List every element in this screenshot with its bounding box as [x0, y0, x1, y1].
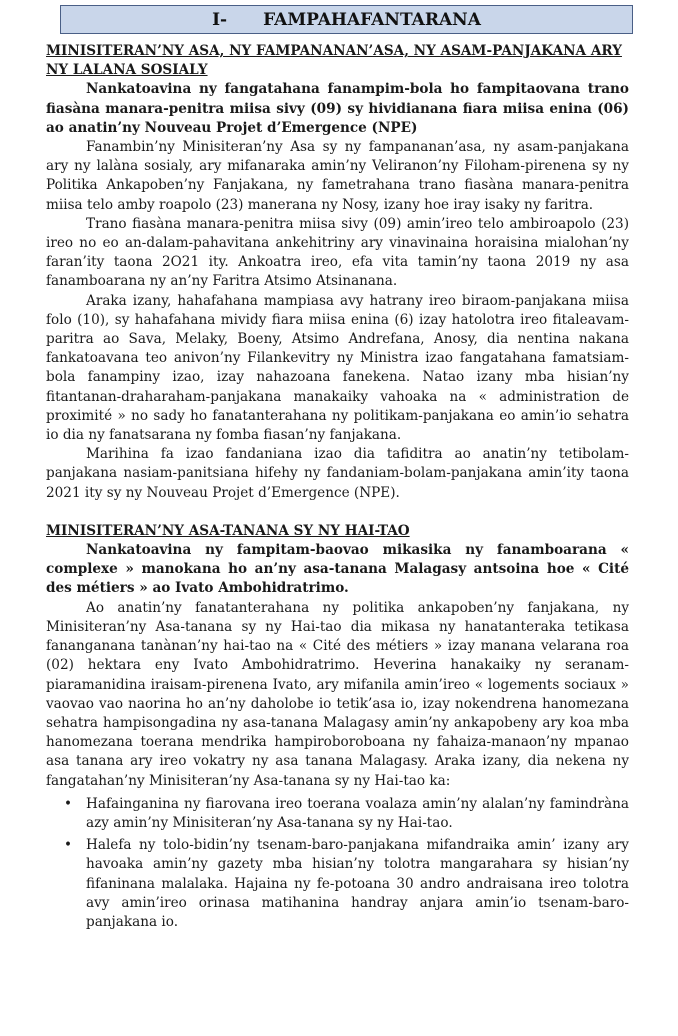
decision-subtitle-labor: Nankatoavina ny fangatahana fanampim-bola ho fampitaovana trano fiasàna manara-penitra miisa sivy (09) sy hividianana fiara miisa enina (06) ao anatin’ny Nouveau Projet d’Emergence (NPE)	[46, 81, 629, 136]
decision-list	[46, 795, 629, 932]
paragraph: Araka izany, hahafahana mampiasa avy hatrany ireo biraom-panjakana miisa folo (10), sy hahafahana mividy fiara miisa enina (6) izay hatolotra ireo fitaleavam-paritra ao Sava, Melaky, Boeny, Atsimo Andrefana, Anosy, dia nentina nakana fankatoavana teo anivon’ny Filankevitry ny Ministra izao fangatahana famatsiam-bola fanampiny izao, izay nahazoana fanekena. Natao izany mba hisian’ny fitantanan-draharaham-panjakana manakaiky vahoaka na « administration de proximité » no sady ho fanatanterahana ny politikam-panjakana eo amin’io sehatra io dia ny fanatsarana ny fomba fiasan’ny fanjakana.	[46, 292, 629, 444]
section-header-title: FAMPAHAFANTARANA	[263, 9, 481, 30]
section-spacer	[46, 503, 629, 522]
decision-subtitle-crafts: Nankatoavina ny fampitam-baovao mikasika ny fanamboarana « complexe » manokana ho an’ny asa-tanana Malagasy antsoina hoe « Cité des métiers » ao Ivato Ambohidratrimo.	[46, 542, 629, 597]
paragraph: Trano fiasàna manara-penitra miisa sivy (09) amin’ireo telo ambiroapolo (23) ireo no eo an-dalam-pahavitana ankehitriny ary vinavinaina horaisina mialohan’ny faran’ity taona 2O21 ity. Ankoatra ireo, efa vita tamin’ny taona 2019 ny asa fanamboarana ny an’ny Faritra Atsimo Atsinanana.	[46, 215, 629, 290]
list-item-text: Halefa ny tolo-bidin’ny tsenam-baro-panjakana mifandraika amin’ izany ary havoaka amin’ny gazety mba hisian’ny tolotra mangarahara sy hisian’ny fifaninana malalaka. Hajaina ny fe-potoana 30 andro andraisana ireo tolotra avy amin’ireo orinasa matihanina handray anjara amin’io tsenam-baro-panjakana io.	[86, 837, 629, 930]
list-item	[64, 795, 629, 833]
ministry-title-labor: MINISITERAN’NY ASA, NY FAMPANANAN’ASA, NY ASAM-PANJAKANA ARY NY LALANA SOSIALY	[46, 43, 622, 79]
document-body	[46, 42, 629, 935]
section-number: I-	[212, 9, 228, 30]
section-header	[60, 5, 633, 34]
bullet-icon: •	[64, 837, 73, 854]
list-item-text: Hafainganina ny fiarovana ireo toerana voalaza amin’ny alalan’ny famindràna azy amin’ny Minisiteran’ny Asa-tanana sy ny Hai-tao.	[86, 795, 629, 831]
ministry-title-crafts: MINISITERAN’NY ASA-TANANA SY NY HAI-TAO	[46, 522, 410, 539]
bullet-icon: •	[64, 795, 73, 812]
paragraph: Fanambin’ny Minisiteran’ny Asa sy ny fampananan’asa, ny asam-panjakana ary ny lalàna sosialy, ary mifanaraka amin’ny Veliranon’ny Filoham-pirenena sy ny Politika Ankapoben’ny Fanjakana, ny fametrahana trano fiasàna manara-penitra miisa telo amby roapolo (23) manerana ny Nosy, izany hoe iray isaky ny faritra.	[46, 139, 629, 213]
list-item	[64, 836, 629, 932]
paragraph: Marihina fa izao fandaniana izao dia tafiditra ao anatin’ny tetibolam-panjakana nasiam-panitsiana hifehy ny fandaniam-bolam-panjakana amin’ity taona 2021 ity sy ny Nouveau Projet d’Emergence (NPE).	[46, 446, 629, 501]
paragraph: Ao anatin’ny fanatanterahana ny politika ankapoben’ny fanjakana, ny Minisiteran’ny Asa-tanana sy ny Hai-tao dia mikasa ny hanatanteraka tetikasa fananganana tanànan’ny hai-tao na « Cité des métiers » izay manana velarana roa (02) hektara eny Ivato Ambohidratrimo. Heverina hanakaiky ny seranam-piaramanidina iraisam-pirenena Ivato, ary mifanila amin’ireo « logements sociaux » vaovao vao naorina ho an’ny daholobe io tetik’asa io, izay nokendrena hanomezana sehatra hampisongadina ny asa-tanana Malagasy amin’ny ankapobeny ary koa mba hanomezana toerana mendrika hampiroboroboana ny fahaiza-manaon’ny mpanao asa tanana ary ireo vokatry ny asa tanana Malagasy. Araka izany, dia nekena ny fangatahan’ny Minisiteran’ny Asa-tanana sy ny Hai-tao ka:	[46, 599, 629, 789]
